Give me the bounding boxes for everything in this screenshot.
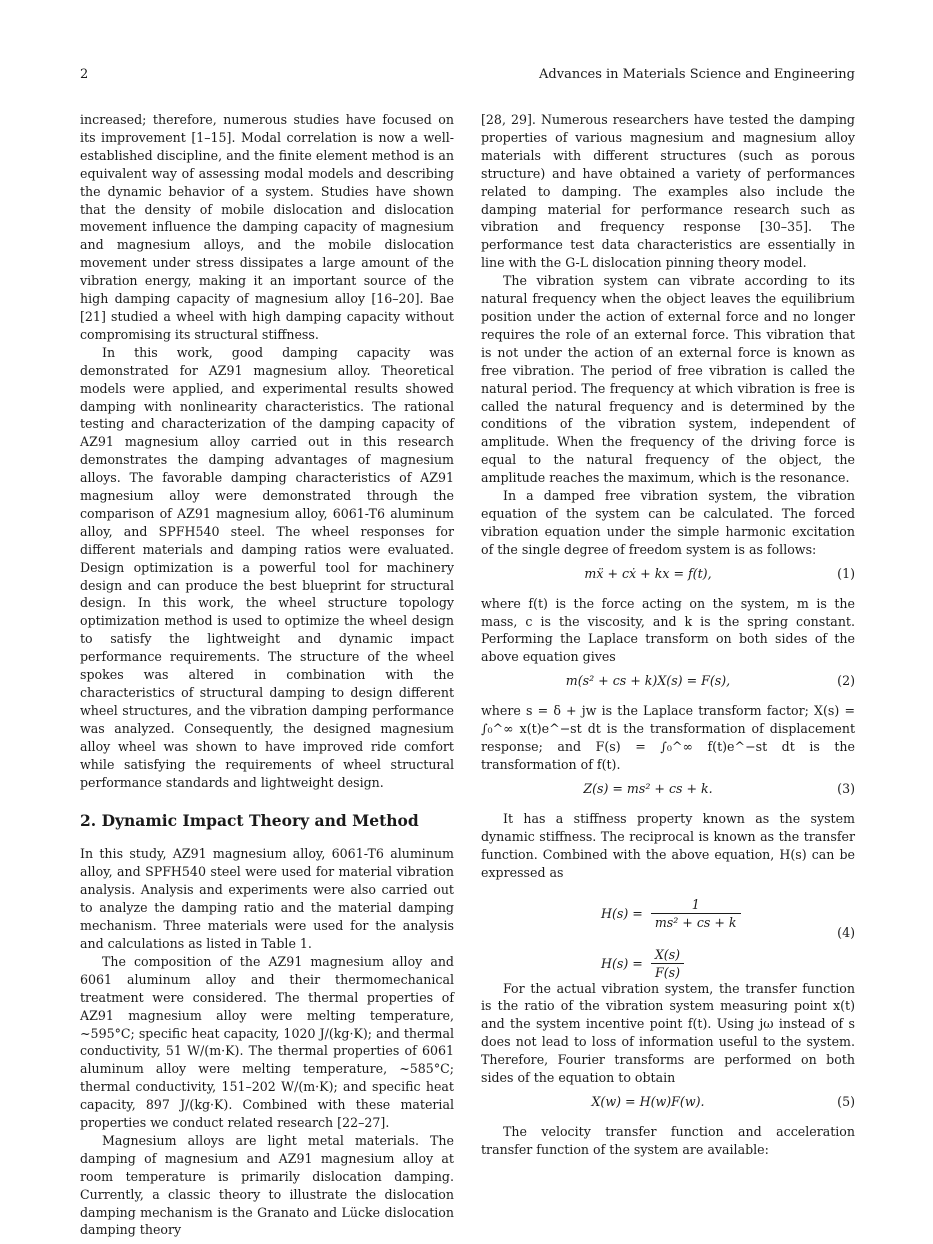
equation-4b [601,946,684,983]
equation-lhs: H(s) = [601,905,643,921]
equation-number: (1) [837,565,855,581]
equation-number: (5) [837,1093,855,1109]
journal-title: Advances in Materials Science and Engineering [539,67,855,82]
equation-number: (4) [837,924,855,940]
body-paragraph: Magnesium alloys are light metal materials. The damping of magnesium and AZ91 magnesium alloy at room temperature is primarily dislocation damping. Currently, a classic theory to illustrate the dislocation damping mechanism is the Granato and Lücke dislocation damping theory [80,1132,454,1238]
body-paragraph: increased; therefore, numerous studies have focused on its improvement [1–15]. Modal correlation is now a well-established discipline, and the finite element method is an equivalent way of assessing modal models and describing the dynamic behavior of a system. Studies have shown that the density of mobile dislocation and dislocation movement influence the damping capacity of magnesium and magnesium alloys, and the mobile dislocation movement under stress dissipates a large amount of the vibration energy, making it an important source of the high damping capacity of magnesium alloy [16–20]. Bae [21] studied a wheel with high damping capacity without compromising its structural stiffness. [80,112,454,342]
equation-4 [481,886,855,981]
equation-2 [481,672,855,696]
fraction-numerator: 1 [651,896,741,915]
equation-3 [481,780,855,804]
body-paragraph: For the actual vibration system, the transfer function is the ratio of the vibration system measuring point x(t) and the system incentive point f(t). Using jω instead of s does not lead to loss of information useful to the system. Therefore, Fourier transforms are performed on both sides of the equation to obtain [481,980,855,1086]
body-paragraph: The composition of the AZ91 magnesium alloy and 6061 aluminum alloy and their thermomechanical treatment were considered. The thermal properties of AZ91 magnesium alloy were melting temperature, ~595°C; specific heat capacity, 1020 J/(kg·K); and thermal conductivity, 51 W/(m·K). The thermal properties of 6061 aluminum alloy were melting temperature, ~585°C; thermal conductivity, 151–202 W/(m·K); and specific heat capacity, 897 J/(kg·K). Combined with these material properties we conduct related research [22–27]. [80,953,454,1131]
body-paragraph: It has a stiffness property known as the system dynamic stiffness. The reciprocal is known as the transfer function. Combined with the above equation, H(s) can be expressed as [481,810,855,880]
equation-number: (2) [837,673,855,689]
equation-lhs: H(s) = [601,955,643,971]
equation-expression: Z(s) = ms² + cs + k. [583,780,713,796]
equation-4a [601,896,741,933]
equation-expression: mẍ + cẋ + kx = f(t), [584,565,712,581]
fraction [651,946,684,983]
body-paragraph: where f(t) is the force acting on the system, m is the mass, c is the viscosity, and k is the spring constant. Performing the Laplace transform on both sides of the above equation gives [481,595,855,665]
body-paragraph: In this study, AZ91 magnesium alloy, 6061-T6 aluminum alloy, and SPFH540 steel were used for material vibration analysis. Analysis and experiments were also carried out to analyze the damping ratio and the material damping mechanism. Three materials were used for the analysis and calculations as listed in Table 1. [80,846,454,951]
body-paragraph: In a damped free vibration system, the vibration equation of the system can be calculated. The forced vibration equation under the simple harmonic excitation of the single degree of freedom system is as follows: [481,488,855,557]
equation-expression: m(s² + cs + k)X(s) = F(s), [565,673,731,689]
right-column [481,111,855,1159]
equation-1 [481,565,855,589]
body-paragraph: The velocity transfer function and acceleration transfer function of the system are available: [481,1123,855,1157]
section-heading: 2. Dynamic Impact Theory and Method [80,811,419,831]
fraction-denominator: ms² + cs + k [654,915,737,931]
equation-expression: X(w) = H(w)F(w). [591,1093,705,1109]
equation-5 [481,1093,855,1117]
fraction-numerator: X(s) [651,946,684,965]
equation-number: (3) [837,780,855,796]
page-number: 2 [80,67,89,82]
body-paragraph: where s = δ + jw is the Laplace transform factor; X(s) = ∫₀^∞ x(t)e^−st dt is the transformation of displacement response; and F(s) = ∫₀^∞ f(t)e^−st dt is the transformation of f(t). [481,703,855,772]
body-paragraph: In this work, good damping capacity was demonstrated for AZ91 magnesium alloy. Theoretical models were applied, and experimental results showed damping with nonlinearity characteristics. The rational testing and characterization of the damping capacity of AZ91 magnesium alloy carried out in this research demonstrates the damping advantages of magnesium alloys. The favorable damping characteristics of AZ91 magnesium alloy were demonstrated through the comparison of AZ91 magnesium alloy, 6061-T6 aluminum alloy, and SPFH540 steel. The wheel responses for different materials and damping ratios were evaluated. Design optimization is a powerful tool for machinery design and can produce the best blueprint for structural design. In this work, the wheel structure topology optimization method is used to optimize the wheel design to satisfy the lightweight and dynamic impact performance requirements. The structure of the wheel spokes was altered in combination with the characteristics of structural damping to design different wheel structures, and the vibration damping performance was analyzed. Consequently, the designed magnesium alloy wheel was shown to have improved ride comfort while satisfying the requirements of wheel structural performance standards and lightweight design. [80,344,454,790]
body-paragraph: [28, 29]. Numerous researchers have tested the damping properties of various magnesium and magnesium alloy materials with different structures (such as porous structure) and have obtained a variety of performances related to damping. The examples also include the damping material for performance research such as vibration and frequency response [30–35]. The performance test data characteristics are essentially in line with the G-L dislocation pinning theory model. [481,112,855,271]
left-column [80,111,454,1239]
fraction [651,896,741,933]
body-paragraph: The vibration system can vibrate according to its natural frequency when the object leaves the equilibrium position under the action of external force and no longer requires the role of an external force. This vibration that is not under the action of an external force is known as free vibration. The period of free vibration is called the natural period. The frequency at which vibration is free is called the natural frequency and is determined by the conditions of the vibration system, independent of amplitude. When the frequency of the driving force is equal to the natural frequency of the object, the amplitude reaches the maximum, which is the resonance. [481,273,855,486]
fraction-denominator: F(s) [654,965,680,981]
